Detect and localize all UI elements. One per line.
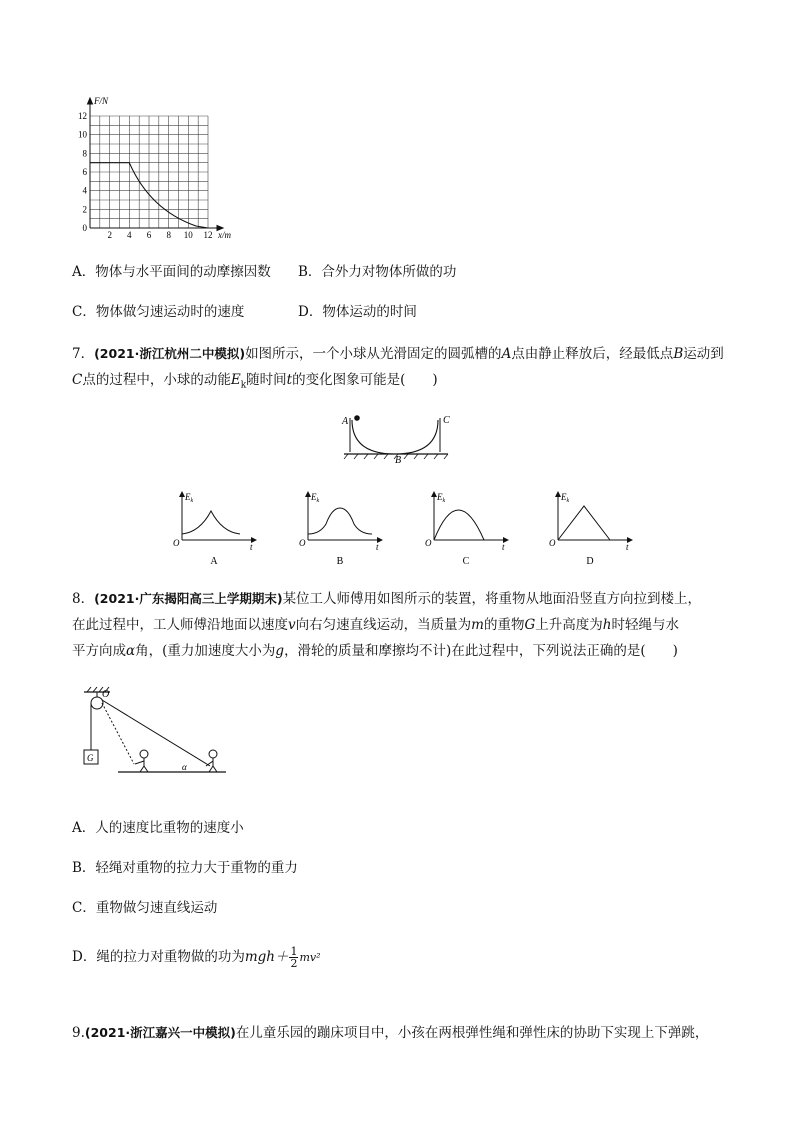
ylabel: E	[311, 492, 317, 502]
fraction-numerator: 1	[290, 945, 298, 958]
question-text: 的重物	[483, 617, 525, 633]
q8-option-a[interactable]: A．人的速度比重物的速度小	[72, 820, 244, 836]
xtick: 12	[203, 230, 213, 240]
graph-yticks	[78, 111, 88, 233]
graph-option-b	[299, 492, 382, 567]
question-number: 7．	[72, 346, 95, 362]
question-text: 向右匀速直线运动，当质量为	[295, 617, 472, 633]
symbol-h: h	[602, 617, 612, 633]
xtick: 8	[166, 230, 171, 240]
question-number: 8．	[72, 591, 95, 607]
graph-option-d	[549, 492, 632, 567]
question-text: 随时间	[246, 372, 287, 388]
xtick: 4	[127, 230, 132, 240]
origin: O	[299, 538, 306, 548]
point-label: C	[72, 372, 83, 388]
xtick: 10	[183, 230, 193, 240]
arc-groove-figure	[338, 410, 458, 466]
question-7	[72, 341, 732, 399]
graph-ylabel: F/N	[94, 96, 109, 106]
question-9	[72, 1020, 752, 1046]
rope-dotted	[102, 703, 134, 764]
ylabel-sub: k	[190, 498, 194, 504]
question-text: 上升高度为	[535, 617, 603, 633]
graph-caption: C	[462, 556, 470, 567]
ylabel: E	[561, 492, 567, 502]
formula-part: mgh＋	[244, 949, 289, 965]
svg-text:Ek	[560, 492, 570, 504]
graph-option-a	[173, 492, 256, 567]
origin: O	[173, 538, 180, 548]
label-g: G	[87, 753, 94, 763]
q6-option-b[interactable]: B．合外力对物体所做的功	[298, 264, 457, 280]
ylabel-sub: k	[316, 498, 320, 504]
question-text: 平方向成	[72, 643, 126, 659]
question-text: 点由静止释放后，经最低点	[511, 346, 674, 362]
question-source: (2021·浙江嘉兴一中模拟)	[84, 1025, 236, 1040]
xlabel: t	[376, 542, 379, 552]
xtick: 2	[107, 230, 112, 240]
fraction-denominator: 2	[290, 957, 298, 970]
ylabel-sub: k	[566, 498, 570, 504]
question-text: 的变化图象可能是( )	[292, 372, 438, 388]
svg-text:Ek	[184, 492, 194, 504]
ytick: 8	[82, 148, 87, 159]
formula-part: mv²	[299, 951, 321, 964]
ytick: 6	[82, 167, 87, 177]
symbol-ek: E	[230, 372, 241, 388]
q6-option-c[interactable]: C．物体做匀速运动时的速度	[72, 304, 245, 320]
question-text: ，滑轮的质量和摩擦均不计)在此过程中，下列说法正确的是( )	[284, 643, 678, 659]
label-c: C	[443, 415, 450, 426]
xtick: 6	[146, 230, 152, 240]
symbol-alpha: α	[126, 643, 136, 659]
q6-option-a[interactable]: A．物体与水平面间的动摩擦因数	[72, 264, 271, 280]
xlabel: t	[502, 542, 505, 552]
question-number: 9.	[72, 1025, 85, 1041]
question-text: 在此过程中，工人师傅沿地面以速度	[72, 617, 288, 633]
origin: O	[425, 538, 432, 548]
graph-caption: A	[210, 556, 218, 567]
ylabel-sub: k	[442, 498, 446, 504]
q8-option-d[interactable]	[72, 946, 321, 969]
question-8	[72, 586, 732, 664]
question-text: 在儿童乐园的蹦床项目中，小孩在两根弹性绳和弹性床的协助下实现上下弹跳，	[235, 1025, 709, 1041]
ylabel: E	[437, 492, 443, 502]
label-alpha: α	[182, 762, 187, 772]
question-text: 运动到	[683, 346, 724, 362]
q6-option-d[interactable]: D．物体运动的时间	[298, 304, 417, 320]
label-a: A	[342, 416, 349, 427]
question-text: 某位工人师傅用如图所示的装置，将重物从地面沿竖直方向拉到楼上，	[282, 591, 702, 607]
svg-text:Ek	[436, 492, 446, 504]
ek-time-graphs	[170, 488, 640, 570]
question-text: 点的过程中，小球的动能	[82, 372, 231, 388]
symbol-g: g	[275, 643, 285, 659]
q8-option-b[interactable]: B．轻绳对重物的拉力大于重物的重力	[72, 860, 298, 876]
question-source: (2021·浙江杭州二中模拟)	[94, 346, 246, 361]
label-b: B	[395, 455, 402, 466]
ytick: 10	[78, 129, 87, 140]
point-label: B	[673, 346, 684, 362]
force-displacement-graph	[68, 92, 248, 242]
label-o: O	[102, 689, 110, 700]
fraction-half	[289, 946, 298, 969]
ytick: 4	[82, 185, 87, 196]
symbol-t: t	[286, 372, 293, 388]
rope-taut	[102, 700, 210, 766]
graph-caption: B	[336, 556, 344, 567]
graph-caption: D	[586, 556, 594, 567]
graph-grid	[90, 116, 208, 228]
symbol-m: m	[471, 617, 484, 633]
question-text: 如图所示，一个小球从光滑固定的圆弧槽的	[245, 346, 502, 362]
symbol-g-weight: G	[524, 617, 536, 633]
symbol-v: v	[288, 617, 296, 633]
graph-xlabel: x/m	[218, 230, 231, 240]
symbol-sub: k	[240, 380, 247, 391]
question-text: 角，(重力加速度大小为	[135, 643, 276, 659]
point-label: A	[501, 346, 512, 362]
pulley-figure	[78, 686, 228, 778]
ball	[354, 415, 360, 421]
origin: O	[549, 538, 556, 548]
graph-axes	[88, 98, 224, 231]
option-text: D．绳的拉力对重物做的功为	[72, 949, 245, 965]
q8-option-c[interactable]: C．重物做匀速直线运动	[72, 900, 218, 916]
xlabel: t	[626, 542, 629, 552]
graph-xticks	[107, 230, 212, 240]
graph-option-c	[425, 492, 508, 567]
question-text: 时轻绳与水	[611, 617, 679, 633]
question-source: (2021·广东揭阳高三上学期期末)	[94, 591, 283, 606]
ytick: 12	[78, 111, 87, 121]
ytick: 0	[82, 223, 87, 233]
ytick: 2	[82, 204, 87, 215]
ylabel: E	[185, 492, 191, 502]
svg-text:Ek	[310, 492, 320, 504]
xlabel: t	[250, 542, 253, 552]
